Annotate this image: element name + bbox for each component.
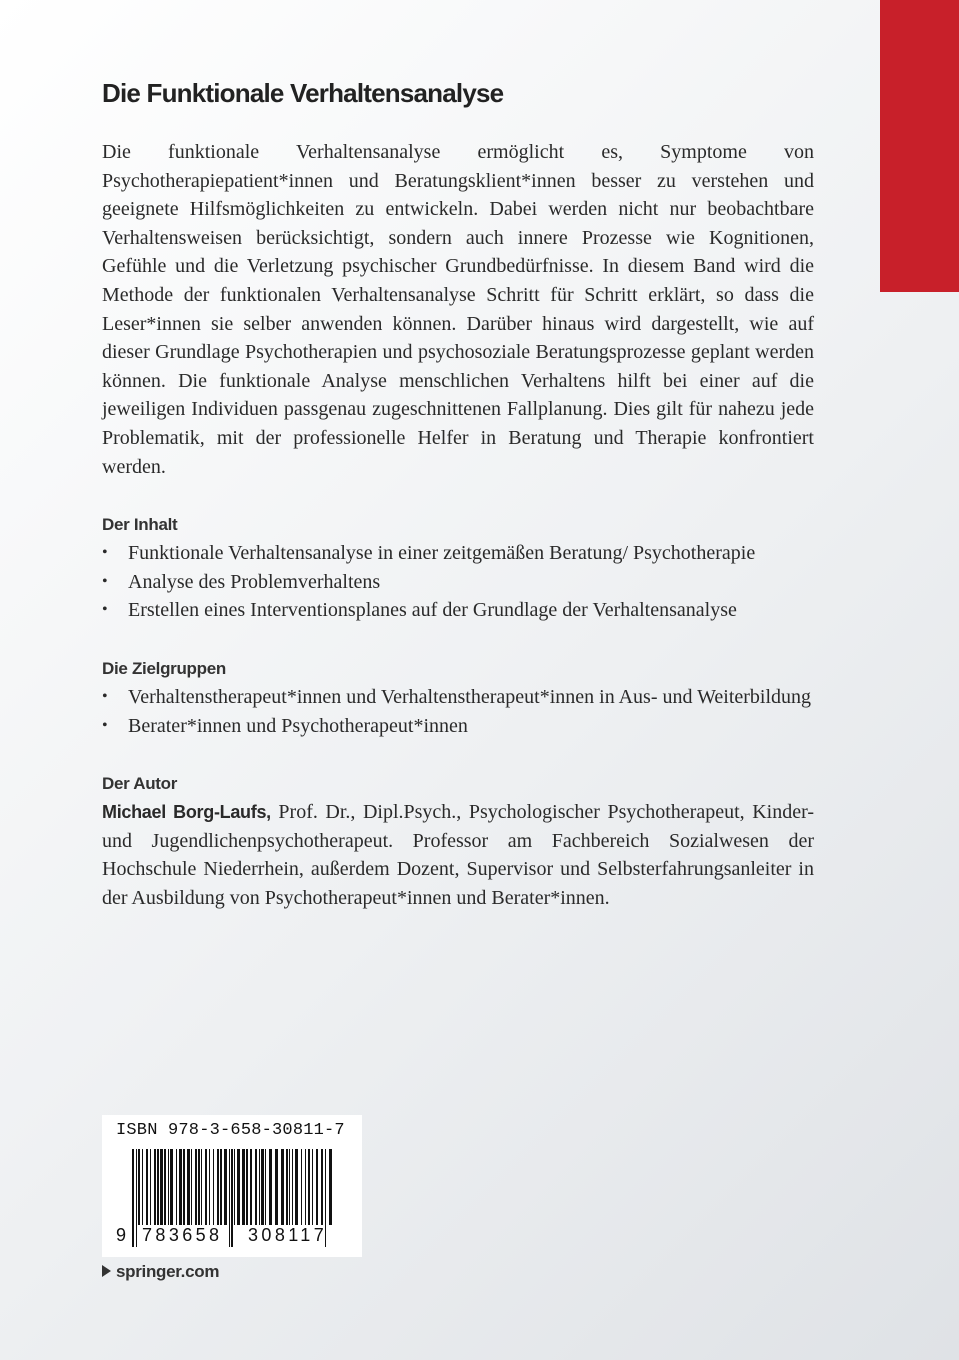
barcode-bar [146, 1149, 148, 1225]
barcode-bar [308, 1149, 310, 1225]
barcode-bar [229, 1149, 230, 1247]
barcode-bar [150, 1149, 151, 1225]
barcode-bar [179, 1149, 182, 1225]
barcode-bar [136, 1149, 137, 1247]
back-cover-text [102, 70, 814, 912]
barcode-bar [170, 1149, 173, 1225]
author-bio-text: Prof. Dr., Dipl.Psych., Psychologischer Psychotherapeut, Kinder- und Jugendlichenpsychotherapeut. Professor am Fachbereich Sozialwesen der Hochschule Niederrhein, außerdem Dozent, Supervisor und Selbsterfahrungsanleiter in der Ausbildung von Psychotherapeut*innen und Berater*innen. [102, 801, 814, 909]
author-bio [102, 798, 814, 912]
isbn-barcode [102, 1115, 362, 1257]
barcode-bar [234, 1149, 235, 1225]
barcode-bar [142, 1149, 143, 1225]
list-item: • Berater*innen und Psychotherapeut*innen [102, 712, 814, 741]
list-item: • Funktionale Verhaltensanalyse in einer zeitgemäßen Beratung/ Psychotherapie [102, 539, 814, 568]
barcode-bar [187, 1149, 190, 1225]
red-accent-band [880, 0, 959, 292]
barcode-bar [201, 1149, 202, 1225]
zielgruppen-list [102, 683, 814, 740]
barcode-bar [275, 1149, 278, 1225]
list-item: • Erstellen eines Interventionsplanes auf der Grundlage der Verhaltensanalyse [102, 596, 814, 625]
barcode-bar [168, 1149, 169, 1225]
barcode-bar [224, 1149, 227, 1225]
list-item: • Verhaltenstherapeut*innen und Verhaltenstherapeut*innen in Aus- und Weiterbildung [102, 683, 814, 712]
play-arrow-icon [102, 1265, 111, 1277]
barcode-bar [321, 1149, 323, 1225]
inhalt-list [102, 539, 814, 625]
barcode-bar [242, 1149, 245, 1225]
barcode-bar [292, 1149, 293, 1225]
barcode-bar [269, 1149, 272, 1225]
barcode-bar [220, 1149, 222, 1225]
barcode-bar [295, 1149, 298, 1225]
page-title: Die Funktionale Verhaltensanalyse [102, 78, 504, 108]
barcode-bar [164, 1149, 166, 1225]
barcode-bar [286, 1149, 288, 1225]
barcode-bar [191, 1149, 192, 1225]
barcode-bar [213, 1149, 214, 1225]
barcode-bar [246, 1149, 248, 1225]
barcode-bar [255, 1149, 257, 1225]
barcode-lead-digit: 9 [116, 1225, 127, 1245]
barcode-bar [259, 1149, 260, 1225]
section-heading-autor: Der Autor [102, 774, 178, 794]
bullet-icon: • [102, 687, 108, 705]
bullet-icon: • [102, 544, 108, 562]
bullet-icon: • [102, 716, 108, 734]
barcode-bar [316, 1149, 318, 1225]
bullet-icon: • [102, 601, 108, 619]
intro-paragraph: Die funktionale Verhaltensanalyse ermöglicht es, Symptome von Psychotherapiepatient*innen und Beratungsklient*innen besser zu verstehen und geeignete Hilfsmöglichkeiten zu entwickeln. Dabei werden nicht nur beobachtbare Verhaltensweisen berücksichtigt, sondern auch innere Prozesse wie Kognitionen, Gefühle und die Verletzung psychischer Grundbedürfnisse. In diesem Band wird die Methode der funktionalen Verhaltensanalyse Schritt für Schritt erklärt, so dass die Leser*innen sie selber anwenden können. Darüber hinaus wird dargestellt, wie auf dieser Grundlage Psychotherapien und psychosoziale Beratungsprozesse geplant werden können. Die funktionale Analyse menschlichen Verhaltens hilft bei einer auf die jeweiligen Individuen passgenau zugeschnittenen Fallplanung. Dies gilt für nahezu jede Problematik, mit der professionelle Helfer in Beratung und Therapie konfrontiert werden. [102, 141, 814, 478]
barcode-bar [301, 1149, 302, 1225]
barcode-bar [305, 1149, 306, 1225]
author-name: Michael Borg-Laufs, [102, 802, 271, 823]
barcode-digits-left: 783658 [142, 1225, 223, 1245]
barcode-bar [281, 1149, 284, 1225]
barcode-bar [154, 1149, 156, 1225]
barcode-bar [132, 1149, 134, 1247]
barcode-bar [205, 1149, 207, 1225]
isbn-label: ISBN 978-3-658-30811-7 [116, 1121, 345, 1140]
barcode-bar [198, 1149, 200, 1225]
barcode-bar [261, 1149, 264, 1225]
barcode-digits-right: 308117 [248, 1225, 328, 1245]
barcode-bar [209, 1149, 210, 1225]
barcode-bar [231, 1149, 233, 1247]
barcode-bar [237, 1149, 240, 1225]
barcode-bar [217, 1149, 219, 1225]
barcode-bar [329, 1149, 332, 1225]
list-item: • Analyse des Problemverhaltens [102, 568, 814, 597]
barcode-bar [157, 1149, 159, 1225]
barcode-bar [160, 1149, 163, 1225]
section-heading-inhalt: Der Inhalt [102, 515, 178, 535]
section-heading-zielgruppen: Die Zielgruppen [102, 658, 226, 678]
barcode-bar [250, 1149, 252, 1225]
barcode-bar [138, 1149, 140, 1225]
barcode-bar [265, 1149, 266, 1225]
barcode-bar [195, 1149, 197, 1225]
publisher-link[interactable]: springer.com [102, 1262, 219, 1282]
barcode-bar [312, 1149, 313, 1225]
barcode-bar [289, 1149, 290, 1225]
barcode-bar [176, 1149, 177, 1225]
bullet-icon: • [102, 572, 108, 590]
barcode-bar [183, 1149, 185, 1225]
